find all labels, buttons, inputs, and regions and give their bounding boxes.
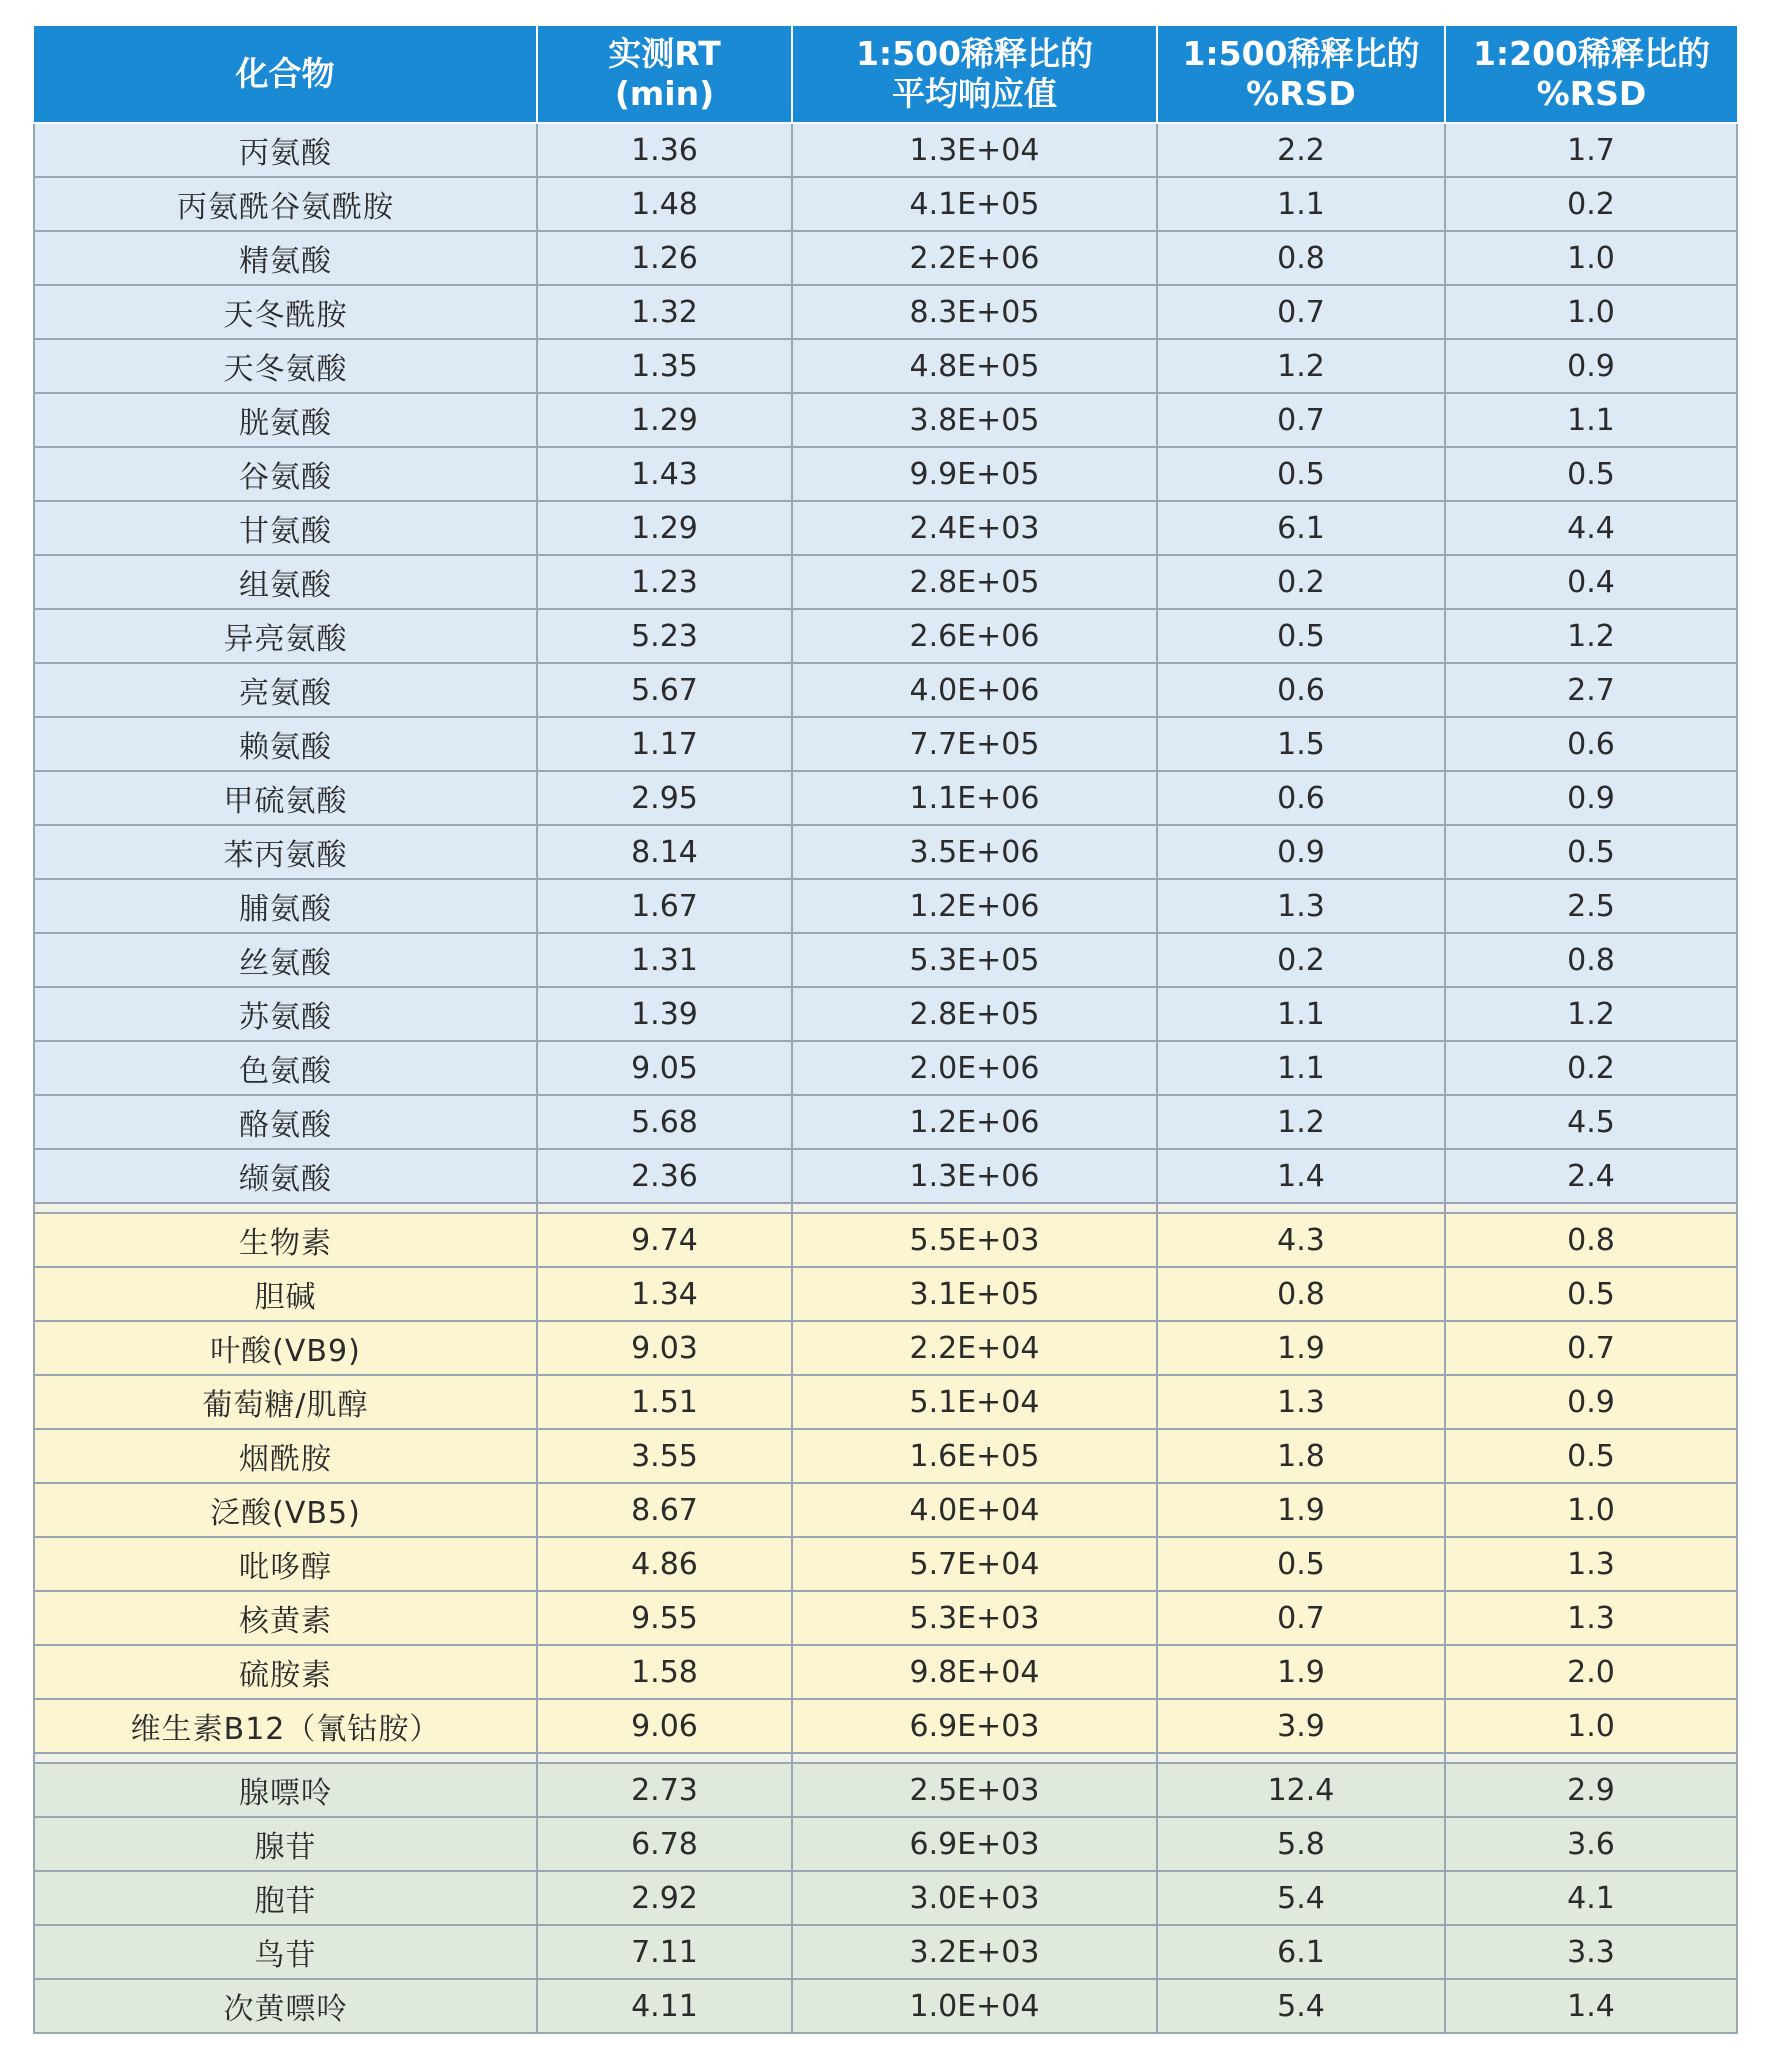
measured-rt-cell: 4.86: [537, 1537, 792, 1591]
rsd-200-cell: 0.2: [1445, 1041, 1737, 1095]
table-row: [34, 1591, 1737, 1645]
header-rt-line1: 实测RT: [608, 34, 721, 73]
measured-rt-cell: 1.34: [537, 1267, 792, 1321]
compound-name-cell: 烟酰胺: [34, 1429, 537, 1483]
rsd-200-cell: 1.0: [1445, 231, 1737, 285]
mean-response-cell: 5.3E+03: [792, 1591, 1157, 1645]
rsd-500-cell: 1.9: [1157, 1483, 1445, 1537]
compound-name-cell: 腺苷: [34, 1817, 537, 1871]
measured-rt-cell: 1.29: [537, 393, 792, 447]
mean-response-cell: 9.9E+05: [792, 447, 1157, 501]
rsd-500-cell: 0.8: [1157, 231, 1445, 285]
table-row: [34, 1871, 1737, 1925]
table-row: [34, 231, 1737, 285]
compound-name-cell: 酪氨酸: [34, 1095, 537, 1149]
mean-response-cell: 5.3E+05: [792, 933, 1157, 987]
measured-rt-cell: 9.74: [537, 1213, 792, 1267]
table-row: [34, 879, 1737, 933]
amino-acid-group: [34, 123, 1737, 1203]
header-rsd-500-line1: 1:500稀释比的: [1182, 34, 1420, 73]
header-rt-line2: (min): [614, 74, 715, 113]
rsd-500-cell: 1.9: [1157, 1645, 1445, 1699]
rsd-500-cell: 0.6: [1157, 663, 1445, 717]
mean-response-cell: 8.3E+05: [792, 285, 1157, 339]
rsd-500-cell: 4.3: [1157, 1213, 1445, 1267]
compound-name-cell: 维生素B12（氰钴胺）: [34, 1699, 537, 1753]
compound-name-cell: 泛酸(VB5): [34, 1483, 537, 1537]
compound-name-cell: 胱氨酸: [34, 393, 537, 447]
rsd-200-cell: 1.0: [1445, 1483, 1737, 1537]
rsd-200-cell: 4.4: [1445, 501, 1737, 555]
table-row: [34, 1321, 1737, 1375]
rsd-500-cell: 0.5: [1157, 609, 1445, 663]
header-rt: [537, 26, 792, 123]
compound-name-cell: 亮氨酸: [34, 663, 537, 717]
mean-response-cell: 4.1E+05: [792, 177, 1157, 231]
rsd-200-cell: 0.4: [1445, 555, 1737, 609]
table-row: [34, 825, 1737, 879]
compound-name-cell: 甲硫氨酸: [34, 771, 537, 825]
rsd-200-cell: 2.0: [1445, 1645, 1737, 1699]
rsd-200-cell: 4.1: [1445, 1871, 1737, 1925]
rsd-500-cell: 1.8: [1157, 1429, 1445, 1483]
mean-response-cell: 1.3E+04: [792, 123, 1157, 177]
rsd-500-cell: 1.2: [1157, 339, 1445, 393]
mean-response-cell: 7.7E+05: [792, 717, 1157, 771]
measured-rt-cell: 1.36: [537, 123, 792, 177]
compound-name-cell: 鸟苷: [34, 1925, 537, 1979]
rsd-500-cell: 0.6: [1157, 771, 1445, 825]
table-row: [34, 555, 1737, 609]
rsd-200-cell: 0.8: [1445, 933, 1737, 987]
mean-response-cell: 2.8E+05: [792, 987, 1157, 1041]
compound-name-cell: 色氨酸: [34, 1041, 537, 1095]
mean-response-cell: 2.0E+06: [792, 1041, 1157, 1095]
table-row: [34, 1483, 1737, 1537]
rsd-200-cell: 0.7: [1445, 1321, 1737, 1375]
mean-response-cell: 2.2E+06: [792, 231, 1157, 285]
table-row: [34, 1429, 1737, 1483]
rsd-500-cell: 6.1: [1157, 1925, 1445, 1979]
rsd-200-cell: 0.6: [1445, 717, 1737, 771]
separator-row: [34, 1753, 1737, 1763]
measured-rt-cell: 8.14: [537, 825, 792, 879]
rsd-200-cell: 1.4: [1445, 1979, 1737, 2033]
table-row: [34, 447, 1737, 501]
rsd-200-cell: 0.5: [1445, 1429, 1737, 1483]
rsd-200-cell: 4.5: [1445, 1095, 1737, 1149]
rsd-500-cell: 0.7: [1157, 285, 1445, 339]
separator-row: [34, 1203, 1737, 1213]
rsd-200-cell: 2.5: [1445, 879, 1737, 933]
mean-response-cell: 1.2E+06: [792, 879, 1157, 933]
compound-name-cell: 生物素: [34, 1213, 537, 1267]
rsd-500-cell: 1.2: [1157, 1095, 1445, 1149]
measured-rt-cell: 2.92: [537, 1871, 792, 1925]
rsd-500-cell: 1.4: [1157, 1149, 1445, 1203]
rsd-200-cell: 0.5: [1445, 825, 1737, 879]
rsd-200-cell: 1.3: [1445, 1537, 1737, 1591]
mean-response-cell: 3.1E+05: [792, 1267, 1157, 1321]
rsd-500-cell: 0.5: [1157, 1537, 1445, 1591]
measured-rt-cell: 2.73: [537, 1763, 792, 1817]
rsd-200-cell: 1.1: [1445, 393, 1737, 447]
table-row: [34, 1267, 1737, 1321]
rsd-500-cell: 2.2: [1157, 123, 1445, 177]
header-rsd-200: [1445, 26, 1737, 123]
mean-response-cell: 3.0E+03: [792, 1871, 1157, 1925]
table-row: [34, 1095, 1737, 1149]
header-mean-response-line1: 1:500稀释比的: [855, 34, 1094, 73]
nucleoside-group: [34, 1763, 1737, 2033]
compound-name-cell: 天冬酰胺: [34, 285, 537, 339]
rsd-500-cell: 1.1: [1157, 1041, 1445, 1095]
header-rsd-200-line2: %RSD: [1536, 74, 1647, 113]
measured-rt-cell: 1.39: [537, 987, 792, 1041]
rsd-200-cell: 1.2: [1445, 609, 1737, 663]
table-row: [34, 1041, 1737, 1095]
table-row: [34, 501, 1737, 555]
measured-rt-cell: 1.48: [537, 177, 792, 231]
table-row: [34, 1645, 1737, 1699]
rsd-200-cell: 0.9: [1445, 771, 1737, 825]
measured-rt-cell: 9.06: [537, 1699, 792, 1753]
mean-response-cell: 5.1E+04: [792, 1375, 1157, 1429]
mean-response-cell: 1.3E+06: [792, 1149, 1157, 1203]
group-separator: [34, 1753, 1737, 1763]
rsd-500-cell: 1.3: [1157, 1375, 1445, 1429]
header-mean-response-line2: 平均响应值: [892, 74, 1057, 113]
table-row: [34, 933, 1737, 987]
measured-rt-cell: 7.11: [537, 1925, 792, 1979]
table-row: [34, 177, 1737, 231]
table-header: [34, 26, 1737, 123]
rsd-200-cell: 0.5: [1445, 1267, 1737, 1321]
table-row: [34, 771, 1737, 825]
compound-name-cell: 精氨酸: [34, 231, 537, 285]
measured-rt-cell: 1.43: [537, 447, 792, 501]
table-row: [34, 987, 1737, 1041]
table-row: [34, 393, 1737, 447]
compound-name-cell: 丙氨酰谷氨酰胺: [34, 177, 537, 231]
mean-response-cell: 2.8E+05: [792, 555, 1157, 609]
measured-rt-cell: 4.11: [537, 1979, 792, 2033]
rsd-200-cell: 1.3: [1445, 1591, 1737, 1645]
table-row: [34, 1537, 1737, 1591]
mean-response-cell: 4.8E+05: [792, 339, 1157, 393]
compound-name-cell: 甘氨酸: [34, 501, 537, 555]
table-row: [34, 1925, 1737, 1979]
mean-response-cell: 6.9E+03: [792, 1817, 1157, 1871]
rsd-500-cell: 6.1: [1157, 501, 1445, 555]
rsd-500-cell: 0.2: [1157, 933, 1445, 987]
measured-rt-cell: 2.95: [537, 771, 792, 825]
rsd-500-cell: 5.4: [1157, 1871, 1445, 1925]
measured-rt-cell: 9.05: [537, 1041, 792, 1095]
compound-name-cell: 丝氨酸: [34, 933, 537, 987]
table-row: [34, 663, 1737, 717]
table-row: [34, 1979, 1737, 2033]
mean-response-cell: 4.0E+04: [792, 1483, 1157, 1537]
measured-rt-cell: 1.31: [537, 933, 792, 987]
measured-rt-cell: 1.67: [537, 879, 792, 933]
compound-name-cell: 异亮氨酸: [34, 609, 537, 663]
table-row: [34, 285, 1737, 339]
rsd-200-cell: 0.2: [1445, 177, 1737, 231]
compound-name-cell: 赖氨酸: [34, 717, 537, 771]
compound-name-cell: 葡萄糖/肌醇: [34, 1375, 537, 1429]
rsd-500-cell: 1.1: [1157, 987, 1445, 1041]
rsd-200-cell: 0.8: [1445, 1213, 1737, 1267]
measured-rt-cell: 1.58: [537, 1645, 792, 1699]
table-row: [34, 123, 1737, 177]
table-row: [34, 1817, 1737, 1871]
rsd-500-cell: 0.7: [1157, 1591, 1445, 1645]
mean-response-cell: 6.9E+03: [792, 1699, 1157, 1753]
measured-rt-cell: 1.29: [537, 501, 792, 555]
rsd-500-cell: 12.4: [1157, 1763, 1445, 1817]
mean-response-cell: 1.0E+04: [792, 1979, 1157, 2033]
measured-rt-cell: 1.17: [537, 717, 792, 771]
header-rsd-200-line1: 1:200稀释比的: [1472, 34, 1711, 73]
mean-response-cell: 2.4E+03: [792, 501, 1157, 555]
measured-rt-cell: 1.32: [537, 285, 792, 339]
table-row: [34, 1699, 1737, 1753]
header-mean-response: [792, 26, 1157, 123]
compound-name-cell: 苏氨酸: [34, 987, 537, 1041]
measured-rt-cell: 8.67: [537, 1483, 792, 1537]
rsd-200-cell: 2.7: [1445, 663, 1737, 717]
compound-results-table: [33, 26, 1738, 2034]
rsd-500-cell: 1.5: [1157, 717, 1445, 771]
rsd-500-cell: 5.4: [1157, 1979, 1445, 2033]
measured-rt-cell: 1.35: [537, 339, 792, 393]
mean-response-cell: 3.8E+05: [792, 393, 1157, 447]
measured-rt-cell: 1.23: [537, 555, 792, 609]
mean-response-cell: 2.5E+03: [792, 1763, 1157, 1817]
measured-rt-cell: 1.26: [537, 231, 792, 285]
compound-name-cell: 谷氨酸: [34, 447, 537, 501]
mean-response-cell: 1.1E+06: [792, 771, 1157, 825]
group-separator: [34, 1203, 1737, 1213]
measured-rt-cell: 2.36: [537, 1149, 792, 1203]
rsd-200-cell: 0.9: [1445, 339, 1737, 393]
measured-rt-cell: 9.03: [537, 1321, 792, 1375]
header-rsd-500-line2: %RSD: [1246, 74, 1356, 113]
rsd-200-cell: 2.4: [1445, 1149, 1737, 1203]
rsd-200-cell: 1.0: [1445, 1699, 1737, 1753]
rsd-200-cell: 1.2: [1445, 987, 1737, 1041]
measured-rt-cell: 9.55: [537, 1591, 792, 1645]
compound-name-cell: 脯氨酸: [34, 879, 537, 933]
table-row: [34, 339, 1737, 393]
header-rsd-500: [1157, 26, 1445, 123]
header-row: [34, 26, 1737, 123]
measured-rt-cell: 3.55: [537, 1429, 792, 1483]
rsd-500-cell: 1.9: [1157, 1321, 1445, 1375]
rsd-500-cell: 1.1: [1157, 177, 1445, 231]
table-row: [34, 1213, 1737, 1267]
rsd-200-cell: 1.0: [1445, 285, 1737, 339]
vitamin-group: [34, 1213, 1737, 1753]
compound-name-cell: 组氨酸: [34, 555, 537, 609]
measured-rt-cell: 1.51: [537, 1375, 792, 1429]
rsd-200-cell: 0.5: [1445, 447, 1737, 501]
table-row: [34, 1375, 1737, 1429]
table-row: [34, 1149, 1737, 1203]
measured-rt-cell: 5.68: [537, 1095, 792, 1149]
rsd-500-cell: 0.9: [1157, 825, 1445, 879]
rsd-200-cell: 3.3: [1445, 1925, 1737, 1979]
compound-name-cell: 次黄嘌呤: [34, 1979, 537, 2033]
compound-name-cell: 腺嘌呤: [34, 1763, 537, 1817]
rsd-200-cell: 0.9: [1445, 1375, 1737, 1429]
compound-name-cell: 天冬氨酸: [34, 339, 537, 393]
compound-name-cell: 硫胺素: [34, 1645, 537, 1699]
rsd-200-cell: 2.9: [1445, 1763, 1737, 1817]
header-compound: [34, 26, 537, 123]
rsd-500-cell: 0.2: [1157, 555, 1445, 609]
compound-name-cell: 核黄素: [34, 1591, 537, 1645]
compound-name-cell: 吡哆醇: [34, 1537, 537, 1591]
table-row: [34, 1763, 1737, 1817]
rsd-500-cell: 0.8: [1157, 1267, 1445, 1321]
data-table-container: [33, 26, 1736, 2034]
compound-name-cell: 苯丙氨酸: [34, 825, 537, 879]
compound-name-cell: 胆碱: [34, 1267, 537, 1321]
measured-rt-cell: 6.78: [537, 1817, 792, 1871]
measured-rt-cell: 5.23: [537, 609, 792, 663]
rsd-500-cell: 1.3: [1157, 879, 1445, 933]
rsd-500-cell: 3.9: [1157, 1699, 1445, 1753]
rsd-500-cell: 5.8: [1157, 1817, 1445, 1871]
mean-response-cell: 5.7E+04: [792, 1537, 1157, 1591]
mean-response-cell: 1.6E+05: [792, 1429, 1157, 1483]
mean-response-cell: 9.8E+04: [792, 1645, 1157, 1699]
mean-response-cell: 1.2E+06: [792, 1095, 1157, 1149]
rsd-500-cell: 0.5: [1157, 447, 1445, 501]
mean-response-cell: 2.2E+04: [792, 1321, 1157, 1375]
measured-rt-cell: 5.67: [537, 663, 792, 717]
mean-response-cell: 5.5E+03: [792, 1213, 1157, 1267]
rsd-500-cell: 0.7: [1157, 393, 1445, 447]
compound-name-cell: 叶酸(VB9): [34, 1321, 537, 1375]
rsd-200-cell: 3.6: [1445, 1817, 1737, 1871]
compound-name-cell: 缬氨酸: [34, 1149, 537, 1203]
table-row: [34, 717, 1737, 771]
compound-name-cell: 胞苷: [34, 1871, 537, 1925]
compound-name-cell: 丙氨酸: [34, 123, 537, 177]
mean-response-cell: 3.2E+03: [792, 1925, 1157, 1979]
rsd-200-cell: 1.7: [1445, 123, 1737, 177]
table-row: [34, 609, 1737, 663]
mean-response-cell: 3.5E+06: [792, 825, 1157, 879]
mean-response-cell: 2.6E+06: [792, 609, 1157, 663]
header-compound-line: 化合物: [235, 54, 335, 93]
mean-response-cell: 4.0E+06: [792, 663, 1157, 717]
